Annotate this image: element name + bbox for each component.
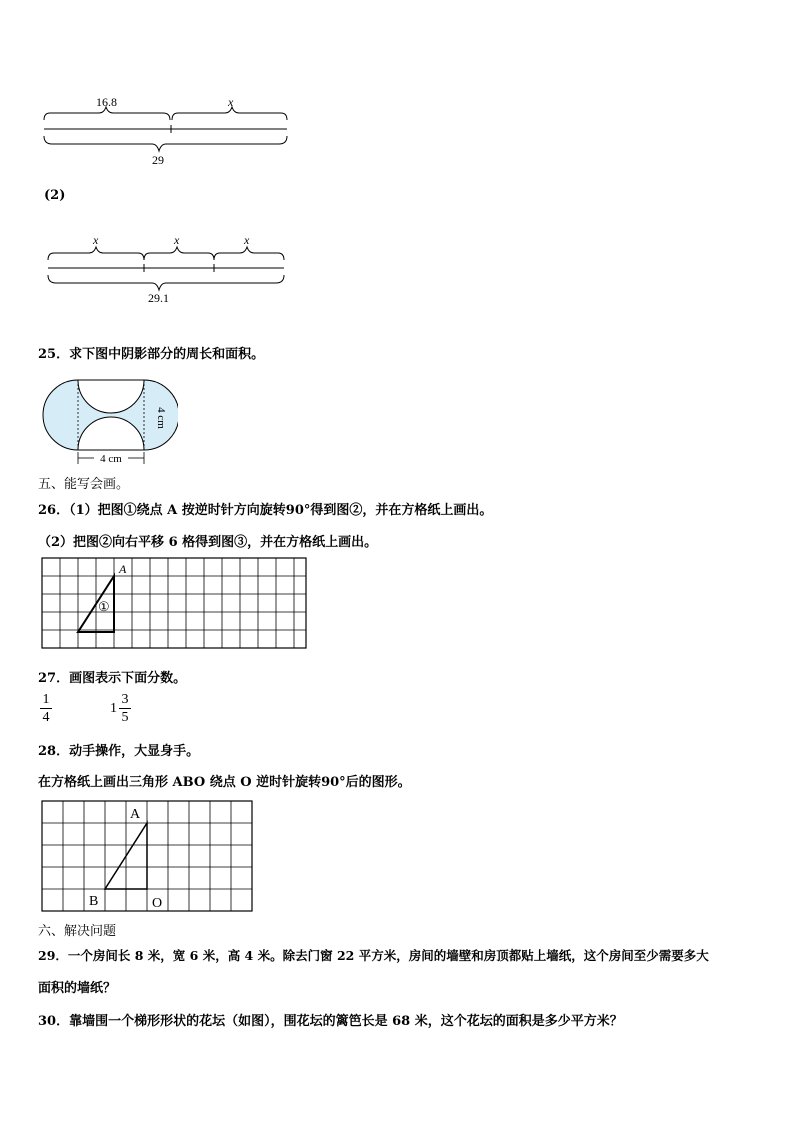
grid-q26 (38, 556, 310, 650)
segment-x-3: x (244, 233, 250, 247)
point-a-label: A (119, 562, 127, 576)
bottom-length-label: 4 cm (100, 453, 122, 465)
segment-label-x: x (228, 95, 234, 109)
segment-x-2: x (174, 233, 180, 247)
point-o-label: O (152, 896, 163, 911)
point-a-label-q28: A (130, 807, 141, 822)
fraction-1-denominator: 4 (42, 710, 50, 725)
question-25: 25．求下图中阴影部分的周长和面积。 (38, 347, 265, 362)
fraction-1-numerator: 1 (42, 692, 50, 707)
segment-total-29-1: 29.1 (148, 291, 169, 305)
shaded-figure-q25 (38, 374, 178, 468)
question-26-part-1: 26．（1）把图①绕点 A 按逆时针方向旋转90°得到图②，并在方格纸上画出。 (38, 503, 493, 518)
fraction-2-denominator: 5 (121, 710, 129, 725)
question-29-line-1: 29．一个房间长 8 米，宽 6 米，高 4 米。除去门窗 22 平方米，房间的墙壁和房顶都贴上墙纸，这个房间至少需要多大 (38, 948, 709, 963)
part-2-label: (2) (44, 188, 66, 203)
segment-x-1: x (93, 233, 99, 247)
triangle-1-label: ① (98, 599, 110, 614)
fraction-one-quarter (40, 692, 52, 725)
grid-q28 (38, 798, 258, 914)
question-27: 27．画图表示下面分数。 (38, 671, 187, 686)
segment-diagram-2 (40, 230, 300, 310)
segment-label-16-8: 16.8 (96, 95, 117, 109)
section-6-heading: 六、解决问题 (38, 924, 117, 939)
section-5-heading: 五、能写会画。 (38, 477, 130, 492)
segment-total-29: 29 (152, 153, 164, 167)
mixed-whole: 1 (110, 701, 117, 716)
side-length-label: 4 cm (155, 407, 167, 429)
question-28-instruction: 在方格纸上画出三角形 ABO 绕点 O 逆时针旋转90°后的图形。 (38, 775, 411, 790)
fraction-2-numerator: 3 (121, 692, 129, 707)
question-29-line-2: 面积的墙纸？ (38, 981, 117, 996)
question-26-part-2: （2）把图②向右平移 6 格得到图③，并在方格纸上画出。 (38, 535, 378, 550)
question-30: 30．靠墙围一个梯形形状的花坛（如图），围花坛的篱笆长是 68 米，这个花坛的面积是多少平方米？ (38, 1014, 623, 1029)
segment-diagram-1 (38, 92, 298, 172)
point-b-label: B (89, 894, 99, 909)
question-28-title: 28．动手操作，大显身手。 (38, 744, 200, 759)
